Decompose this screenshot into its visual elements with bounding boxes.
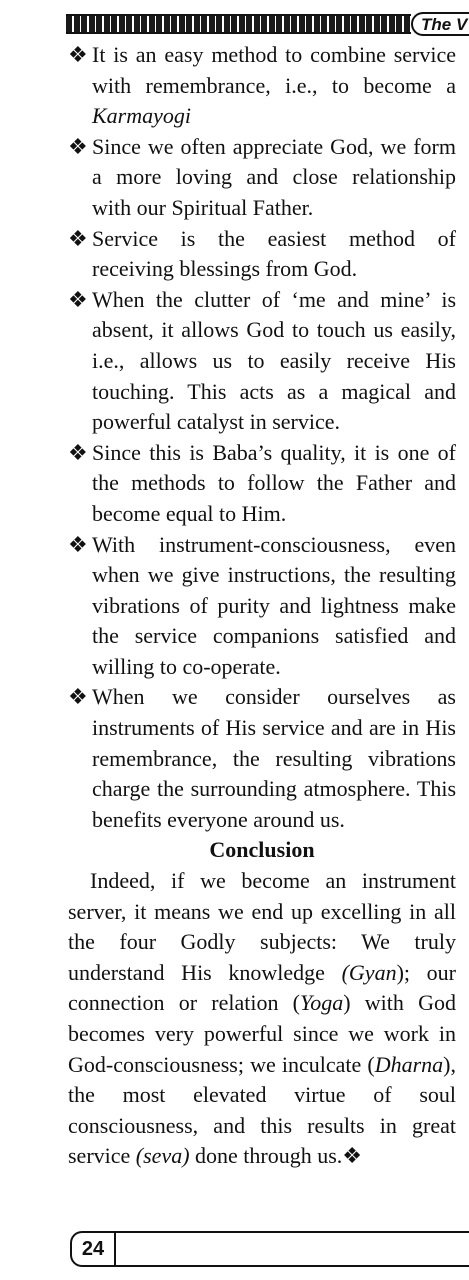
- bullet-item: [68, 530, 456, 683]
- bullet-item: [68, 438, 456, 530]
- bullet-text: When the clutter of ‘me and mine’ is absent, it allows God to touch us easily, i.e., allows us to easily receive His touching. This acts as a magical and powerful catalyst in service.: [92, 286, 456, 435]
- diamond-bullet-icon: ❖: [68, 133, 88, 159]
- diamond-bullet-icon: ❖: [68, 531, 88, 557]
- bullet-text: When we consider ourselves as instruments of His service and are in His remembrance, the resulting vibrations charge the surrounding atmosphere. This benefits everyone around us.: [92, 684, 456, 832]
- bullet-text: Since this is Baba’s quality, it is one of the methods to follow the Father and become equal to Him.: [92, 439, 456, 526]
- bullet-item: [68, 224, 456, 285]
- diamond-bullet-icon: ❖: [68, 684, 88, 710]
- bullet-item: [68, 285, 456, 438]
- conclusion-paragraph: Indeed, if we become an instrument server, it means we end up excelling in all the four Godly subjects: We truly understand His knowledge (Gyan); our connection or relation (Yoga) with God becomes very powerful since we work in God-consciousness; we inculcate (Dharna), the most elevated virtue of soul consciousness, and this results in great service (seva) done through us.❖: [68, 868, 456, 1169]
- diamond-bullet-icon: ❖: [68, 225, 88, 251]
- running-head: The V: [411, 12, 469, 36]
- diamond-bullet-icon: ❖: [68, 439, 88, 465]
- bullet-list: [68, 40, 456, 835]
- bullet-text: It is an easy method to combine service with remembrance, i.e., to become a Karmayogi: [92, 42, 456, 129]
- page-content: [68, 40, 456, 1172]
- bullet-text: Since we often appreciate God, we form a more loving and close relationship with our Spiritual Father.: [92, 133, 456, 220]
- diamond-bullet-icon: ❖: [68, 42, 88, 67]
- bullet-text: Service is the easiest method of receiving blessings from God.: [92, 225, 456, 282]
- bullet-item: [68, 40, 456, 132]
- bullet-item: [68, 132, 456, 224]
- bullet-text: With instrument-consciousness, even when we give instructions, the resulting vibrations of purity and lightness make the service companions satisfied and willing to co-operate.: [92, 531, 456, 679]
- section-heading: Conclusion: [209, 837, 315, 863]
- page-footer: [70, 1231, 469, 1267]
- bullet-item: [68, 682, 456, 835]
- page-number: 24: [72, 1233, 116, 1265]
- decorative-border: [66, 14, 411, 34]
- page-header: [0, 0, 469, 40]
- diamond-bullet-icon: ❖: [68, 286, 88, 312]
